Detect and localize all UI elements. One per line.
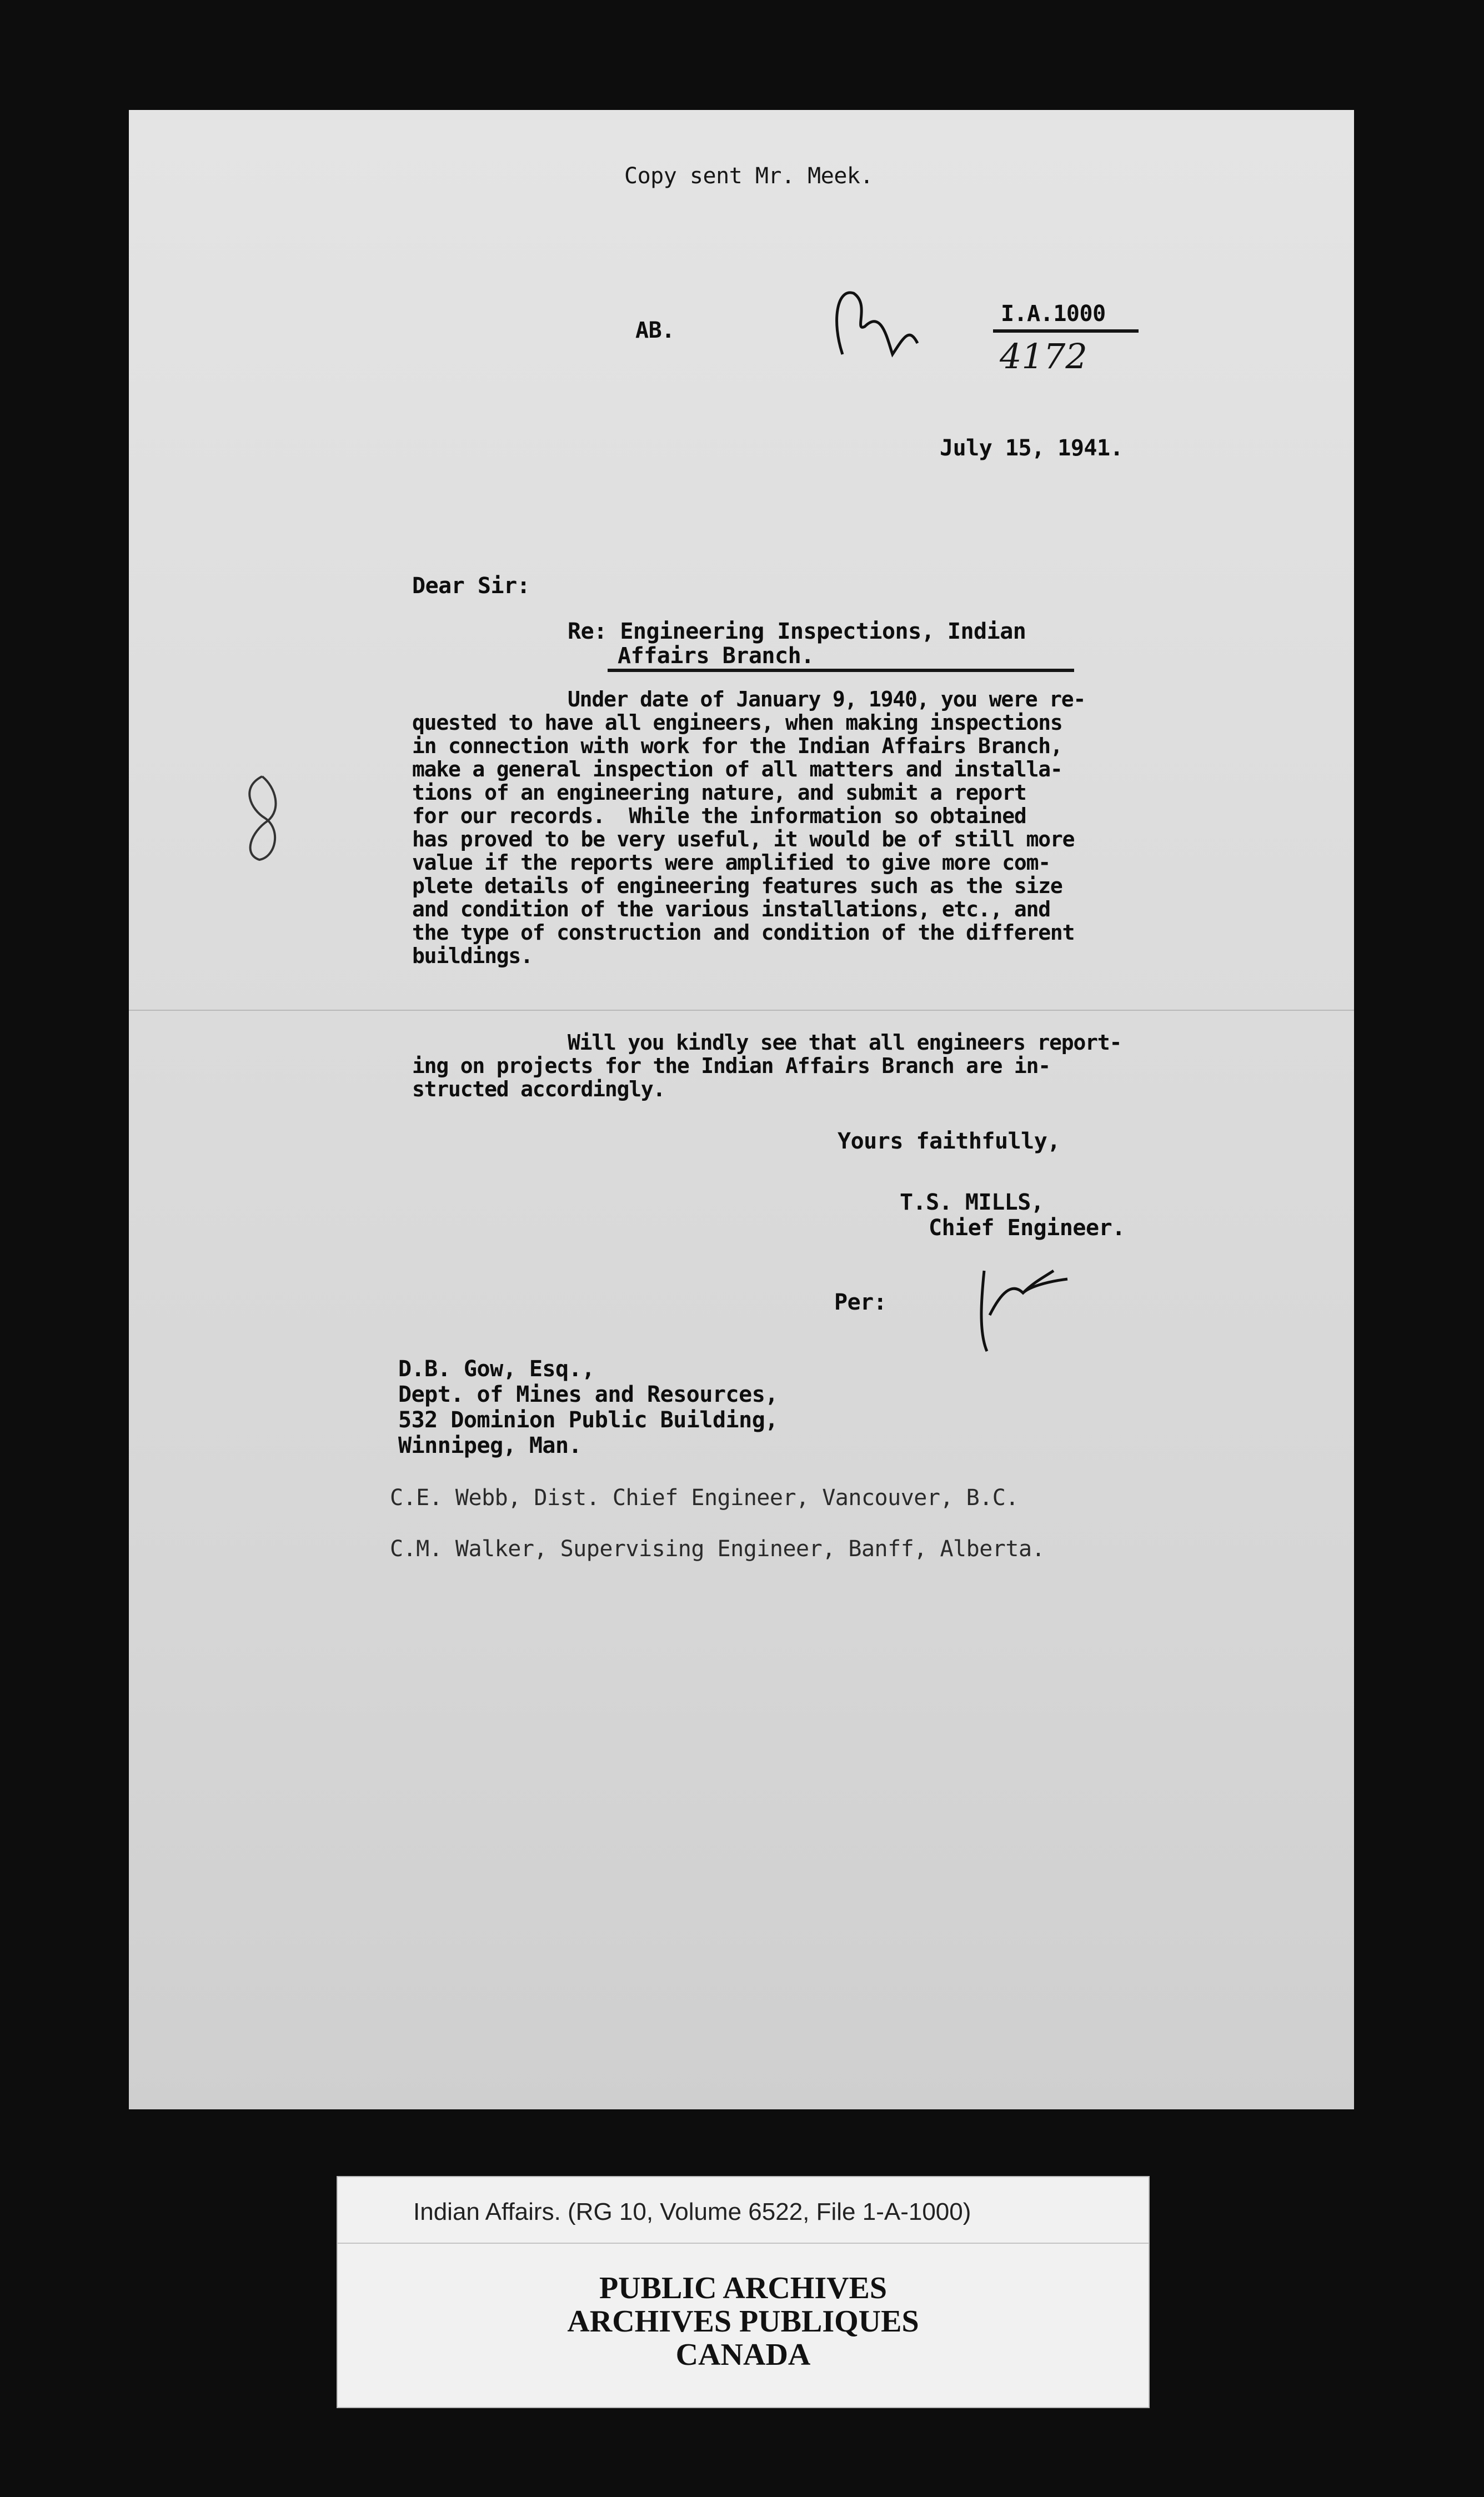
paragraph-2-line: Will you kindly see that all engineers report- xyxy=(568,1030,1122,1055)
per-label: Per: xyxy=(834,1290,887,1315)
initials: AB. xyxy=(635,318,675,343)
cc-line-1: C.E. Webb, Dist. Chief Engineer, Vancouver, B.C. xyxy=(390,1485,1019,1511)
paragraph-2-line: ing on projects for the Indian Affairs Branch are in- xyxy=(412,1054,1050,1078)
salutation: Dear Sir: xyxy=(412,573,530,599)
subject-underline xyxy=(608,669,1074,672)
signer-title: Chief Engineer. xyxy=(929,1215,1125,1241)
addressee-line: Winnipeg, Man. xyxy=(398,1433,582,1458)
archive-name-french: ARCHIVES PUBLIQUES xyxy=(567,2304,919,2339)
paragraph-1-line: make a general inspection of all matters and installa- xyxy=(412,757,1062,781)
addressee-line: Dept. of Mines and Resources, xyxy=(398,1382,778,1407)
archive-label-card xyxy=(337,2176,1150,2408)
paragraph-1-line: quested to have all engineers, when making inspections xyxy=(412,710,1062,735)
paragraph-1-line: for our records. While the information so obtained xyxy=(412,804,1026,828)
archive-name-english: PUBLIC ARCHIVES xyxy=(599,2271,888,2305)
handwritten-per-signature xyxy=(956,1248,1079,1360)
letter-date: July 15, 1941. xyxy=(940,435,1124,461)
paragraph-1-line: in connection with work for the Indian Affairs Branch, xyxy=(412,734,1062,758)
paragraph-2-line: structed accordingly. xyxy=(412,1077,665,1101)
paragraph-1-line: buildings. xyxy=(412,944,533,968)
copy-note: Copy sent Mr. Meek. xyxy=(624,163,874,189)
page-fold-line xyxy=(129,1010,1354,1011)
signer-name: T.S. MILLS, xyxy=(900,1190,1044,1215)
closing: Yours faithfully, xyxy=(838,1129,1060,1154)
file-reference-underline xyxy=(993,329,1139,333)
label-rule xyxy=(338,2243,1149,2244)
addressee-line: 532 Dominion Public Building, xyxy=(398,1407,778,1433)
file-reference: I.A.1000 xyxy=(1001,301,1106,327)
paragraph-1-line: plete details of engineering features such as the size xyxy=(412,874,1062,898)
cc-line-2: C.M. Walker, Supervising Engineer, Banff, Alberta. xyxy=(390,1536,1045,1562)
paragraph-1-line: value if the reports were amplified to give more com- xyxy=(412,850,1050,875)
letter-page xyxy=(129,110,1354,2109)
subject-line-1: Re: Engineering Inspections, Indian xyxy=(568,619,1026,644)
handwritten-file-number-text: 4172 xyxy=(1000,336,1087,377)
handwritten-file-number xyxy=(989,335,1122,385)
margin-pencil-mark xyxy=(229,765,295,876)
paragraph-1-line: and condition of the various installations, etc., and xyxy=(412,897,1050,921)
paragraph-1-line: has proved to be very useful, it would be of still more xyxy=(412,827,1075,851)
archive-country: CANADA xyxy=(675,2338,811,2372)
paragraph-1-line: the type of construction and condition of the different xyxy=(412,920,1075,945)
archive-reference: Indian Affairs. (RG 10, Volume 6522, File 1-A-1000) xyxy=(413,2198,971,2225)
subject-line-2: Affairs Branch. xyxy=(618,643,814,669)
paragraph-1-line: tions of an engineering nature, and submit a report xyxy=(412,780,1026,805)
addressee-line: D.B. Gow, Esq., xyxy=(398,1356,595,1382)
paragraph-1-line: Under date of January 9, 1940, you were re- xyxy=(568,687,1086,711)
handwritten-initials-signature xyxy=(820,271,926,365)
